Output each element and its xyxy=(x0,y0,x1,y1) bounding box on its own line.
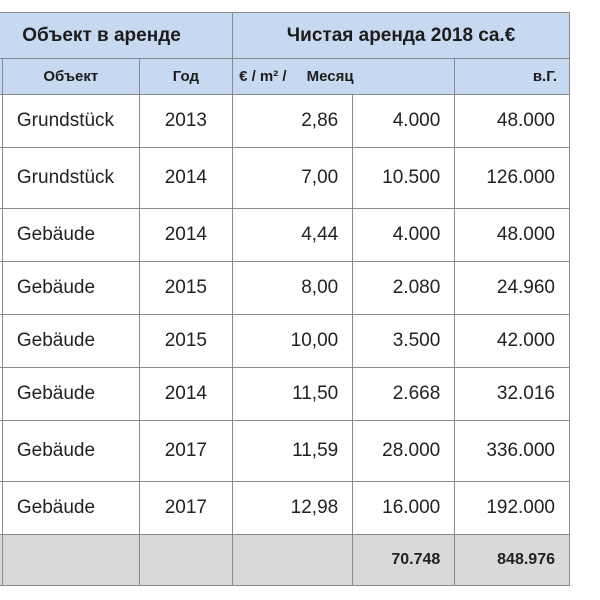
total-month-cell: 70.748 xyxy=(353,535,455,586)
col-header-per-m2: € / m² / xyxy=(239,68,287,85)
table-row xyxy=(0,262,570,315)
object-cell: Gebäude xyxy=(2,262,139,315)
table-row xyxy=(0,95,570,148)
col-header-year-total: в.Г. xyxy=(455,59,570,95)
col-header-month: Месяц xyxy=(306,68,354,85)
object-cell: Grundstück xyxy=(2,95,139,148)
object-cell: Gebäude xyxy=(2,421,139,482)
per-m2-cell: 2,86 xyxy=(233,95,353,148)
per-m2-cell: 12,98 xyxy=(233,482,353,535)
table-row xyxy=(0,421,570,482)
year-cell: 2015 xyxy=(139,315,232,368)
group-header-object: Объект в аренде xyxy=(0,13,233,59)
total-annual-cell: 848.976 xyxy=(455,535,570,586)
per-m2-cell: 11,50 xyxy=(233,368,353,421)
year-cell: 2017 xyxy=(139,482,232,535)
totals-spacer xyxy=(2,535,139,586)
table-row xyxy=(0,148,570,209)
totals-row xyxy=(0,535,570,586)
table-row xyxy=(0,315,570,368)
col-header-per-m2-month xyxy=(233,59,455,95)
month-cell: 2.668 xyxy=(353,368,455,421)
totals-spacer xyxy=(139,535,232,586)
table-row xyxy=(0,209,570,262)
month-cell: 4.000 xyxy=(353,95,455,148)
month-cell: 16.000 xyxy=(353,482,455,535)
year-cell: 2015 xyxy=(139,262,232,315)
col-header-year: Год xyxy=(139,59,232,95)
annual-cell: 32.016 xyxy=(455,368,570,421)
year-cell: 2017 xyxy=(139,421,232,482)
month-cell: 2.080 xyxy=(353,262,455,315)
object-cell: Gebäude xyxy=(2,368,139,421)
annual-cell: 42.000 xyxy=(455,315,570,368)
object-cell: Gebäude xyxy=(2,209,139,262)
table-row xyxy=(0,482,570,535)
month-cell: 10.500 xyxy=(353,148,455,209)
annual-cell: 48.000 xyxy=(455,95,570,148)
month-cell: 28.000 xyxy=(353,421,455,482)
per-m2-cell: 7,00 xyxy=(233,148,353,209)
rent-table xyxy=(0,12,570,586)
year-cell: 2014 xyxy=(139,209,232,262)
year-cell: 2014 xyxy=(139,368,232,421)
year-cell: 2013 xyxy=(139,95,232,148)
per-m2-cell: 8,00 xyxy=(233,262,353,315)
column-header-row xyxy=(0,59,570,95)
totals-spacer xyxy=(233,535,353,586)
annual-cell: 24.960 xyxy=(455,262,570,315)
object-cell: Gebäude xyxy=(2,315,139,368)
year-cell: 2014 xyxy=(139,148,232,209)
col-header-object: Объект xyxy=(2,59,139,95)
per-m2-cell: 11,59 xyxy=(233,421,353,482)
per-m2-cell: 10,00 xyxy=(233,315,353,368)
per-m2-cell: 4,44 xyxy=(233,209,353,262)
group-header-rent: Чистая аренда 2018 ca.€ xyxy=(233,13,570,59)
month-cell: 3.500 xyxy=(353,315,455,368)
annual-cell: 192.000 xyxy=(455,482,570,535)
object-cell: Gebäude xyxy=(2,482,139,535)
group-header-row xyxy=(0,13,570,59)
annual-cell: 48.000 xyxy=(455,209,570,262)
table-row xyxy=(0,368,570,421)
annual-cell: 126.000 xyxy=(455,148,570,209)
month-cell: 4.000 xyxy=(353,209,455,262)
annual-cell: 336.000 xyxy=(455,421,570,482)
object-cell: Grundstück xyxy=(2,148,139,209)
